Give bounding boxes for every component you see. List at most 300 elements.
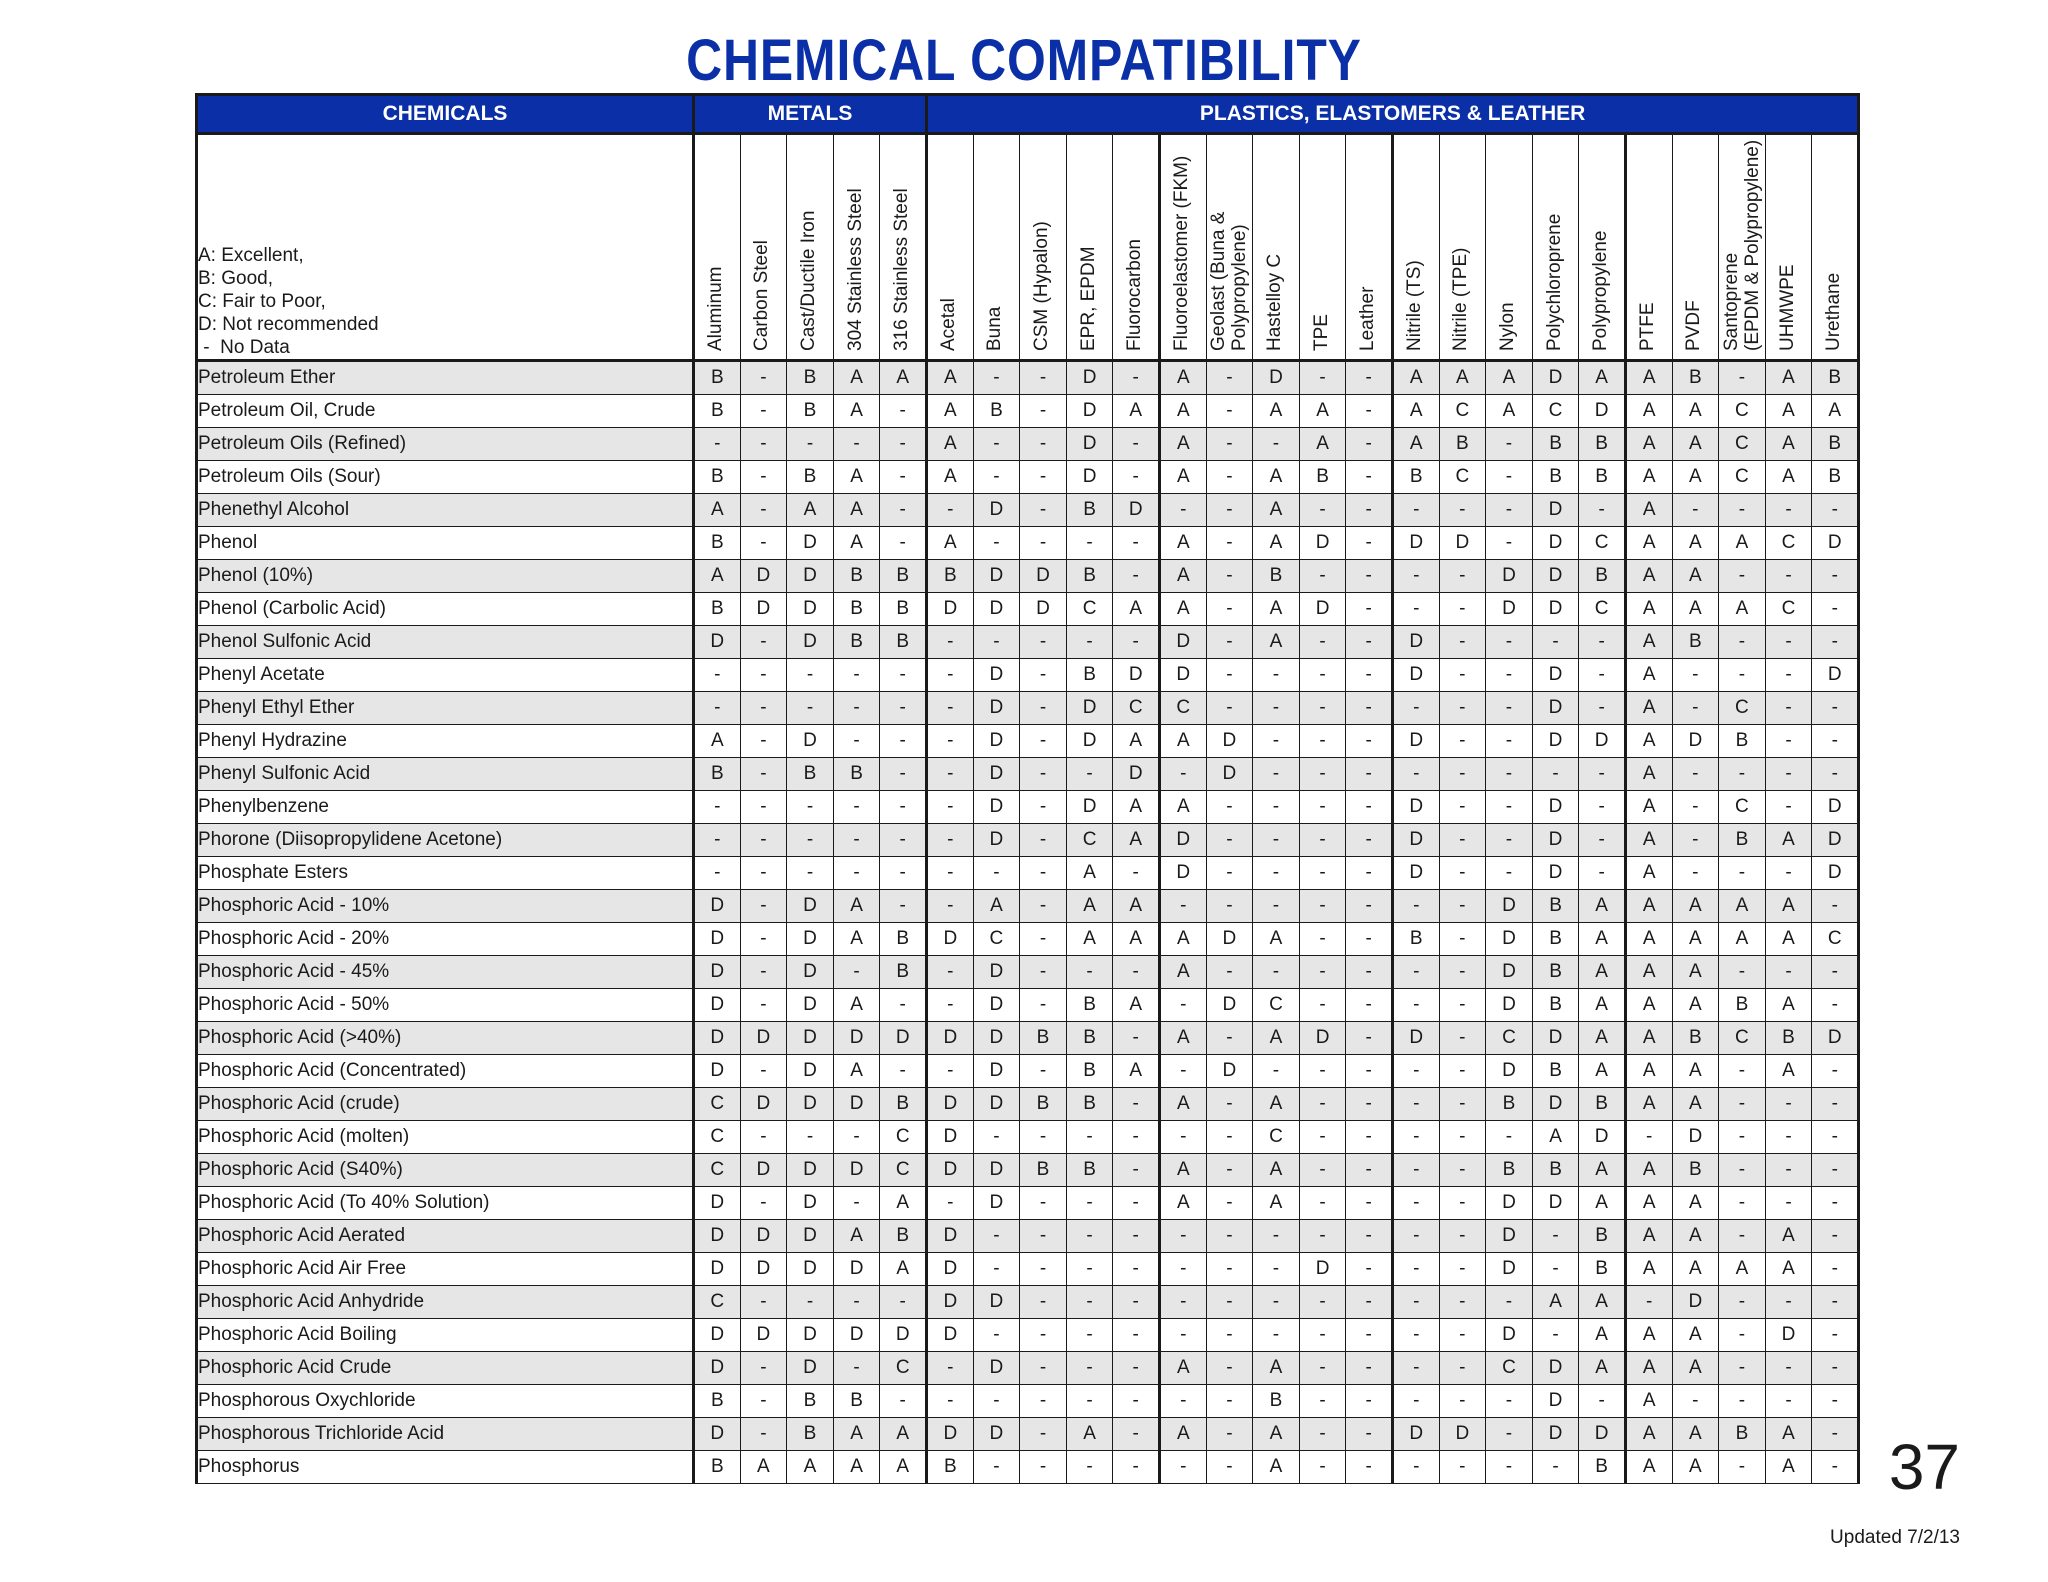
rating-cell: - — [1299, 1220, 1346, 1253]
chemical-name: Phenyl Sulfonic Acid — [197, 758, 694, 791]
rating-cell: B — [694, 1451, 741, 1484]
rating-cell: - — [1812, 692, 1859, 725]
rating-cell: - — [1439, 791, 1486, 824]
legend-item: B: Good, — [198, 268, 273, 289]
rating-cell: B — [1020, 1022, 1067, 1055]
rating-cell: - — [1439, 989, 1486, 1022]
chemical-name: Phosphoric Acid (>40%) — [197, 1022, 694, 1055]
rating-cell: - — [1439, 1319, 1486, 1352]
rating-cell: - — [1346, 857, 1393, 890]
rating-cell: A — [1765, 1418, 1812, 1451]
rating-cell: - — [740, 395, 787, 428]
rating-cell: - — [1439, 659, 1486, 692]
rating-cell: - — [1812, 626, 1859, 659]
rating-cell: - — [1253, 824, 1300, 857]
rating-cell: - — [1299, 989, 1346, 1022]
table-row — [197, 725, 1859, 758]
rating-cell: - — [1346, 1286, 1393, 1319]
column-header — [1532, 134, 1579, 361]
chemical-name: Phosphoric Acid Anhydride — [197, 1286, 694, 1319]
rating-cell: A — [1253, 593, 1300, 626]
rating-cell: A — [1253, 626, 1300, 659]
rating-cell: D — [973, 1187, 1020, 1220]
rating-cell: - — [1346, 758, 1393, 791]
rating-cell: B — [1579, 1220, 1626, 1253]
rating-cell: - — [1579, 791, 1626, 824]
rating-cell: - — [1299, 1352, 1346, 1385]
rating-cell: - — [1253, 1253, 1300, 1286]
column-header-label — [705, 267, 726, 351]
rating-cell: - — [1020, 626, 1067, 659]
rating-cell: - — [1299, 857, 1346, 890]
column-header-label — [1590, 231, 1611, 351]
rating-cell: D — [927, 923, 974, 956]
rating-cell: D — [787, 626, 834, 659]
rating-cell: - — [1672, 824, 1719, 857]
table-row — [197, 1220, 1859, 1253]
rating-cell: D — [740, 1220, 787, 1253]
rating-cell: - — [1392, 890, 1439, 923]
rating-cell: - — [1206, 1022, 1253, 1055]
rating-cell: A — [1719, 923, 1766, 956]
rating-cell: - — [1206, 1385, 1253, 1418]
rating-cell: - — [694, 659, 741, 692]
rating-cell: - — [1486, 1121, 1533, 1154]
rating-cell: - — [1812, 1121, 1859, 1154]
rating-cell: - — [1066, 626, 1113, 659]
rating-cell: - — [1439, 1055, 1486, 1088]
rating-cell: - — [1579, 758, 1626, 791]
rating-cell: A — [1159, 361, 1206, 395]
rating-cell: D — [927, 1154, 974, 1187]
rating-cell: - — [1346, 461, 1393, 494]
chemical-name: Phenol (10%) — [197, 560, 694, 593]
rating-cell: D — [1532, 1187, 1579, 1220]
rating-cell: - — [1206, 560, 1253, 593]
rating-cell: - — [694, 857, 741, 890]
rating-cell: - — [973, 1220, 1020, 1253]
rating-cell: - — [1299, 1319, 1346, 1352]
rating-cell: D — [1486, 1220, 1533, 1253]
rating-cell: A — [833, 890, 880, 923]
rating-cell: - — [1206, 1187, 1253, 1220]
rating-cell: A — [833, 494, 880, 527]
rating-cell: D — [973, 758, 1020, 791]
rating-cell: - — [740, 758, 787, 791]
rating-cell: - — [1532, 1451, 1579, 1484]
rating-cell: - — [1020, 1352, 1067, 1385]
rating-cell: D — [1392, 791, 1439, 824]
rating-cell: A — [1253, 1088, 1300, 1121]
rating-cell: - — [740, 1121, 787, 1154]
rating-cell: B — [1812, 361, 1859, 395]
column-header-label — [1357, 287, 1378, 351]
rating-cell: A — [1253, 1451, 1300, 1484]
rating-cell: - — [1392, 1055, 1439, 1088]
rating-cell: - — [927, 758, 974, 791]
rating-cell: A — [1672, 428, 1719, 461]
rating-cell: D — [1392, 527, 1439, 560]
rating-cell: - — [1113, 1220, 1160, 1253]
rating-cell: C — [880, 1121, 927, 1154]
rating-cell: - — [1439, 1385, 1486, 1418]
rating-cell: - — [1765, 1286, 1812, 1319]
rating-cell: - — [1812, 1286, 1859, 1319]
rating-cell: - — [1392, 1385, 1439, 1418]
rating-cell: - — [740, 824, 787, 857]
rating-cell: A — [1719, 890, 1766, 923]
rating-cell: - — [694, 824, 741, 857]
rating-cell: - — [1113, 1286, 1160, 1319]
rating-cell: B — [927, 1451, 974, 1484]
rating-cell: - — [1346, 1319, 1393, 1352]
rating-cell: A — [1625, 494, 1672, 527]
rating-cell: D — [833, 1253, 880, 1286]
rating-cell: - — [740, 428, 787, 461]
rating-cell: A — [1532, 1286, 1579, 1319]
column-header — [1719, 134, 1766, 361]
rating-cell: - — [1299, 956, 1346, 989]
rating-cell: - — [1812, 956, 1859, 989]
rating-cell: - — [1392, 1451, 1439, 1484]
rating-cell: - — [787, 692, 834, 725]
rating-cell: - — [1066, 1187, 1113, 1220]
rating-cell: - — [1532, 1253, 1579, 1286]
rating-cell: B — [787, 461, 834, 494]
rating-cell: D — [1579, 1418, 1626, 1451]
rating-cell: - — [1672, 692, 1719, 725]
table-row — [197, 1418, 1859, 1451]
rating-cell: - — [1346, 1352, 1393, 1385]
rating-cell: - — [1113, 1121, 1160, 1154]
rating-cell: D — [1486, 989, 1533, 1022]
rating-cell: - — [1625, 1286, 1672, 1319]
rating-cell: - — [1066, 1286, 1113, 1319]
rating-cell: - — [927, 725, 974, 758]
rating-cell: D — [973, 692, 1020, 725]
rating-cell: - — [1346, 956, 1393, 989]
rating-cell: - — [833, 1187, 880, 1220]
rating-cell: - — [694, 692, 741, 725]
rating-cell: - — [880, 527, 927, 560]
rating-cell: A — [1625, 1220, 1672, 1253]
rating-cell: - — [927, 824, 974, 857]
rating-cell: B — [1532, 1154, 1579, 1187]
rating-cell: A — [1579, 1154, 1626, 1187]
rating-cell: - — [1672, 791, 1719, 824]
rating-cell: A — [1579, 1022, 1626, 1055]
rating-cell: - — [1253, 1286, 1300, 1319]
rating-cell: - — [880, 1385, 927, 1418]
rating-cell: - — [1020, 1253, 1067, 1286]
column-header-text: Polypropylene — [1589, 230, 1611, 351]
rating-cell: - — [1765, 1154, 1812, 1187]
rating-cell: A — [1625, 560, 1672, 593]
rating-cell: B — [1253, 1385, 1300, 1418]
rating-cell: - — [1346, 593, 1393, 626]
rating-cell: A — [787, 494, 834, 527]
rating-cell: - — [1159, 890, 1206, 923]
rating-cell: A — [1159, 923, 1206, 956]
rating-cell: D — [927, 1220, 974, 1253]
rating-cell: - — [1812, 989, 1859, 1022]
column-header — [1625, 134, 1672, 361]
rating-cell: - — [1719, 659, 1766, 692]
column-header — [740, 134, 787, 361]
rating-cell: B — [927, 560, 974, 593]
rating-cell: - — [740, 989, 787, 1022]
rating-cell: - — [880, 824, 927, 857]
rating-cell: A — [1672, 1187, 1719, 1220]
rating-cell: - — [1113, 1187, 1160, 1220]
column-header-label — [1208, 212, 1250, 351]
column-header — [1346, 134, 1393, 361]
rating-cell: A — [833, 1055, 880, 1088]
rating-cell: A — [1625, 395, 1672, 428]
column-header-label — [1171, 156, 1192, 351]
rating-cell: - — [740, 857, 787, 890]
rating-cell: A — [1066, 923, 1113, 956]
rating-cell: A — [833, 923, 880, 956]
rating-cell: - — [1020, 1187, 1067, 1220]
rating-cell: D — [927, 593, 974, 626]
rating-cell: D — [1020, 593, 1067, 626]
rating-cell: - — [1625, 1121, 1672, 1154]
rating-cell: D — [973, 1352, 1020, 1385]
rating-cell: - — [1765, 560, 1812, 593]
rating-cell: D — [927, 1253, 974, 1286]
rating-cell: B — [1066, 989, 1113, 1022]
rating-cell: - — [1113, 1385, 1160, 1418]
rating-cell: - — [1299, 890, 1346, 923]
rating-cell: D — [833, 1088, 880, 1121]
rating-cell: B — [833, 1385, 880, 1418]
rating-cell: B — [833, 758, 880, 791]
rating-cell: - — [1812, 593, 1859, 626]
rating-cell: - — [880, 659, 927, 692]
rating-cell: - — [1066, 1385, 1113, 1418]
rating-cell: B — [1532, 989, 1579, 1022]
rating-cell: B — [1579, 428, 1626, 461]
rating-cell: A — [1719, 1253, 1766, 1286]
rating-cell: B — [787, 395, 834, 428]
rating-cell: C — [1253, 1121, 1300, 1154]
rating-cell: - — [1346, 1451, 1393, 1484]
rating-cell: - — [1812, 560, 1859, 593]
rating-cell: C — [1439, 395, 1486, 428]
rating-cell: - — [973, 428, 1020, 461]
rating-cell: D — [694, 923, 741, 956]
rating-cell: - — [833, 791, 880, 824]
rating-cell: C — [694, 1088, 741, 1121]
rating-cell: B — [1532, 890, 1579, 923]
rating-cell: D — [1532, 725, 1579, 758]
column-header-label — [1777, 264, 1798, 351]
rating-cell: D — [740, 593, 787, 626]
rating-cell: - — [927, 857, 974, 890]
chemical-name: Petroleum Oil, Crude — [197, 395, 694, 428]
rating-cell: D — [1206, 758, 1253, 791]
rating-cell: C — [1066, 593, 1113, 626]
rating-cell: - — [1206, 593, 1253, 626]
rating-cell: D — [1532, 1022, 1579, 1055]
rating-cell: A — [694, 494, 741, 527]
rating-cell: - — [740, 659, 787, 692]
rating-cell: - — [1299, 824, 1346, 857]
rating-cell: B — [694, 461, 741, 494]
rating-cell: - — [1439, 824, 1486, 857]
rating-cell: C — [1719, 692, 1766, 725]
table-row — [197, 593, 1859, 626]
rating-cell: D — [787, 725, 834, 758]
rating-cell: - — [1486, 461, 1533, 494]
rating-cell: B — [787, 1385, 834, 1418]
rating-cell: - — [1206, 791, 1253, 824]
rating-cell: - — [1346, 1220, 1393, 1253]
column-header-text: Leather — [1356, 286, 1378, 351]
rating-cell: D — [787, 1253, 834, 1286]
table-row — [197, 626, 1859, 659]
rating-cell: A — [1765, 361, 1812, 395]
rating-cell: - — [1113, 1154, 1160, 1187]
rating-cell: D — [1532, 824, 1579, 857]
rating-cell: A — [833, 361, 880, 395]
column-header — [973, 134, 1020, 361]
rating-cell: A — [1672, 527, 1719, 560]
rating-cell: D — [1392, 1022, 1439, 1055]
rating-cell: D — [694, 1418, 741, 1451]
rating-cell: - — [833, 1286, 880, 1319]
rating-cell: D — [1532, 659, 1579, 692]
rating-cell: - — [1113, 1088, 1160, 1121]
rating-cell: - — [1439, 1451, 1486, 1484]
rating-cell: C — [1486, 1352, 1533, 1385]
rating-cell: - — [880, 989, 927, 1022]
rating-cell: A — [1672, 395, 1719, 428]
rating-cell: A — [1253, 527, 1300, 560]
rating-cell: A — [1532, 1121, 1579, 1154]
rating-cell: C — [1159, 692, 1206, 725]
rating-cell: C — [1812, 923, 1859, 956]
rating-cell: - — [1812, 1055, 1859, 1088]
rating-cell: - — [973, 1319, 1020, 1352]
rating-cell: A — [1159, 725, 1206, 758]
rating-cell: - — [1439, 1253, 1486, 1286]
rating-cell: A — [1579, 989, 1626, 1022]
rating-cell: - — [1765, 725, 1812, 758]
rating-cell: - — [1206, 1352, 1253, 1385]
rating-cell: A — [1113, 395, 1160, 428]
rating-cell: D — [927, 1319, 974, 1352]
column-header-text: 304 Stainless Steel — [844, 188, 866, 351]
rating-cell: - — [1486, 692, 1533, 725]
rating-cell: - — [1719, 1385, 1766, 1418]
rating-cell: - — [1066, 956, 1113, 989]
rating-cell: - — [1206, 1220, 1253, 1253]
rating-cell: A — [1159, 1022, 1206, 1055]
rating-cell: - — [1299, 659, 1346, 692]
column-header-text: Acetal — [938, 298, 960, 351]
chemical-name: Phenethyl Alcohol — [197, 494, 694, 527]
rating-cell: - — [1346, 824, 1393, 857]
rating-cell: A — [1625, 989, 1672, 1022]
rating-cell: B — [1719, 725, 1766, 758]
rating-cell: - — [1579, 692, 1626, 725]
rating-cell: B — [1066, 1055, 1113, 1088]
rating-cell: A — [833, 1451, 880, 1484]
column-header-text: TPE — [1310, 314, 1332, 351]
rating-cell: - — [880, 428, 927, 461]
rating-cell: D — [1392, 1418, 1439, 1451]
rating-cell: - — [1439, 692, 1486, 725]
column-header — [1113, 134, 1160, 361]
rating-cell: - — [1253, 956, 1300, 989]
rating-cell: - — [880, 692, 927, 725]
rating-cell: D — [694, 1187, 741, 1220]
rating-cell: - — [1159, 1286, 1206, 1319]
rating-cell: A — [1159, 560, 1206, 593]
rating-cell: D — [1486, 1319, 1533, 1352]
rating-cell: - — [1020, 923, 1067, 956]
rating-cell: - — [1812, 1187, 1859, 1220]
rating-cell: D — [1439, 1418, 1486, 1451]
rating-cell: - — [1113, 626, 1160, 659]
rating-cell: B — [694, 593, 741, 626]
rating-cell: A — [1672, 1418, 1719, 1451]
rating-cell: - — [927, 890, 974, 923]
rating-cell: C — [1579, 593, 1626, 626]
rating-cell: - — [1346, 1055, 1393, 1088]
rating-cell: B — [1066, 659, 1113, 692]
rating-cell: D — [694, 626, 741, 659]
rating-cell: D — [833, 1022, 880, 1055]
rating-cell: - — [740, 923, 787, 956]
rating-cell: D — [694, 1253, 741, 1286]
rating-cell: D — [973, 560, 1020, 593]
rating-cell: - — [1346, 494, 1393, 527]
rating-cell: - — [1346, 560, 1393, 593]
rating-cell: D — [1532, 1352, 1579, 1385]
rating-cell: A — [833, 989, 880, 1022]
rating-cell: B — [880, 956, 927, 989]
rating-cell: D — [740, 1088, 787, 1121]
rating-cell: A — [1159, 791, 1206, 824]
rating-cell: D — [1672, 1121, 1719, 1154]
rating-cell: A — [1066, 1418, 1113, 1451]
rating-cell: A — [1253, 1187, 1300, 1220]
rating-cell: D — [880, 1022, 927, 1055]
rating-cell: D — [694, 1319, 741, 1352]
rating-cell: A — [927, 361, 974, 395]
rating-cell: - — [1346, 527, 1393, 560]
rating-cell: - — [1253, 1319, 1300, 1352]
rating-cell: - — [1206, 1286, 1253, 1319]
rating-cell: - — [1765, 1088, 1812, 1121]
rating-cell: - — [833, 824, 880, 857]
rating-cell: A — [1625, 1352, 1672, 1385]
rating-cell: - — [1439, 725, 1486, 758]
column-header-text: Fluoroelastomer (FKM) — [1171, 155, 1193, 351]
chemical-name: Phenol Sulfonic Acid — [197, 626, 694, 659]
rating-cell: C — [1719, 395, 1766, 428]
rating-cell: B — [1812, 428, 1859, 461]
rating-cell: - — [1020, 659, 1067, 692]
rating-cell: - — [1113, 1418, 1160, 1451]
rating-cell: D — [1532, 1418, 1579, 1451]
rating-cell: - — [1299, 725, 1346, 758]
rating-cell: - — [1439, 560, 1486, 593]
rating-cell: - — [1159, 758, 1206, 791]
